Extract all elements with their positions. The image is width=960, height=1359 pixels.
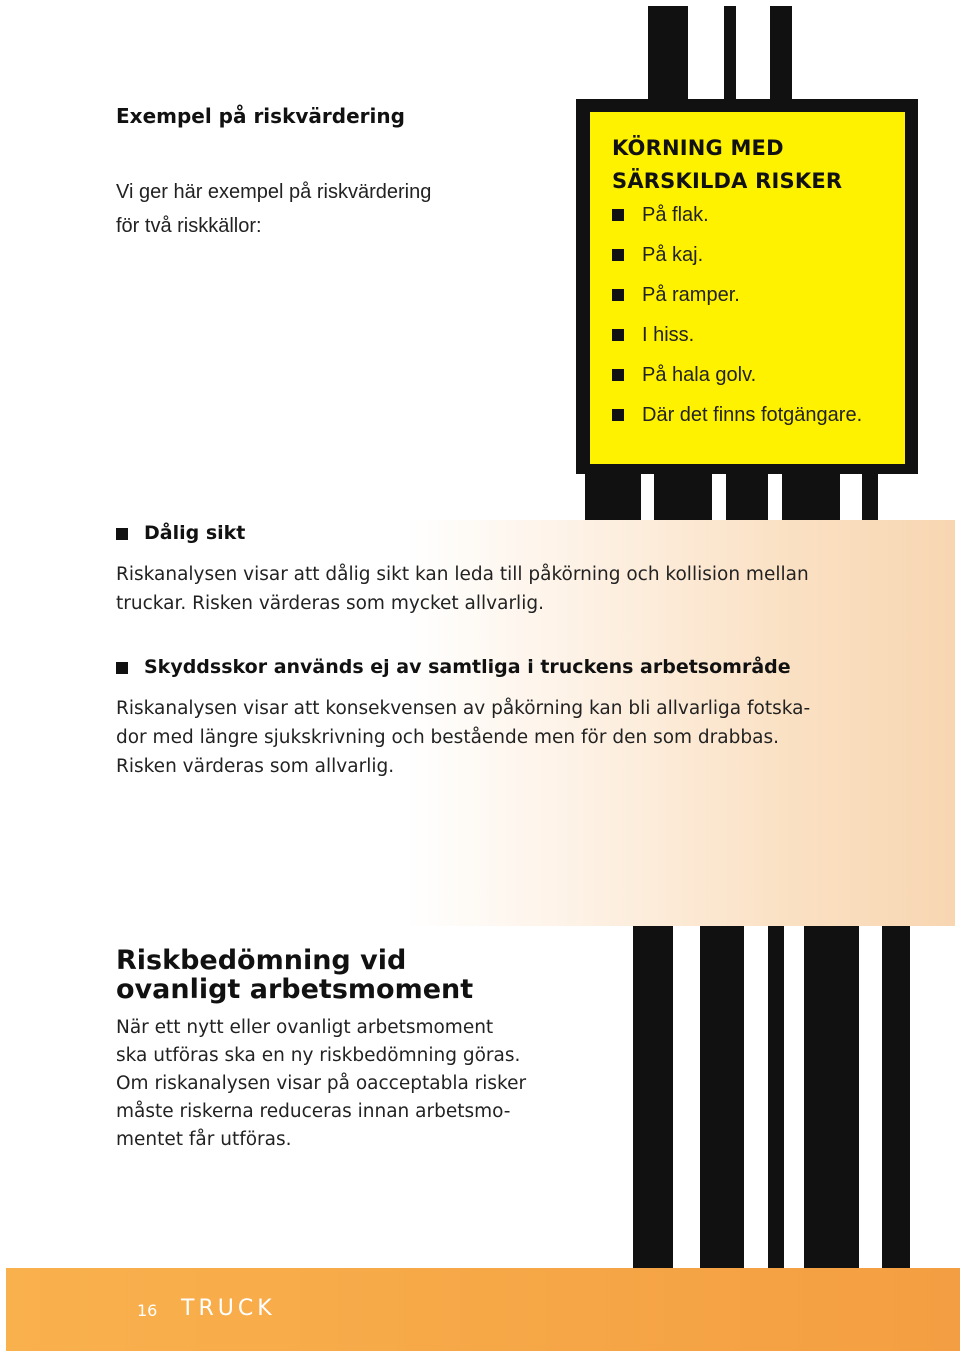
risk2-text: Riskanalysen visar att konsekvensen av påkörning kan bli allvarliga fotska- dor med längre sjukskrivning och bestående men för den som drabbas. Risken värderas som allvarlig. bbox=[116, 698, 811, 777]
square-bullet-icon bbox=[116, 528, 128, 540]
decor-stripe bbox=[700, 926, 744, 1268]
square-bullet-icon bbox=[612, 289, 624, 301]
decor-stripe bbox=[633, 926, 673, 1268]
page-number: 16 bbox=[137, 1301, 158, 1320]
list-item: Där det finns fotgängare. bbox=[612, 404, 862, 444]
risk1-heading: Dålig sikt bbox=[116, 522, 245, 544]
square-bullet-icon bbox=[612, 409, 624, 421]
sidebox-title bbox=[612, 132, 902, 198]
decor-stripe bbox=[724, 6, 736, 106]
footer-title: TRUCK bbox=[181, 1296, 276, 1321]
list-item: På hala golv. bbox=[612, 364, 862, 404]
square-bullet-icon bbox=[116, 662, 128, 674]
decor-stripe bbox=[882, 926, 910, 1268]
square-bullet-icon bbox=[612, 369, 624, 381]
risk1-text: Riskanalysen visar att dålig sikt kan leda till påkörning och kollision mellan truckar. Risken värderas som mycket allvarlig. bbox=[116, 564, 809, 614]
list-item: I hiss. bbox=[612, 324, 862, 364]
sidebox-list bbox=[612, 204, 862, 444]
decor-stripe bbox=[585, 470, 641, 522]
section-text: När ett nytt eller ovanligt arbetsmoment ska utföras ska en ny riskbedömning göras. Om riskanalysen visar på oacceptabla risker måste riskerna reduceras innan arbetsmo- mentet får utföras. bbox=[116, 1017, 527, 1150]
section-heading: Riskbedömning vid ovanligt arbetsmoment bbox=[116, 945, 474, 1005]
decor-stripe bbox=[768, 926, 784, 1268]
decor-stripe bbox=[654, 470, 712, 522]
list-item: På flak. bbox=[612, 204, 862, 244]
decor-stripe bbox=[862, 470, 878, 522]
sidebox-title-line2: SÄRSKILDA RISKER bbox=[612, 169, 843, 193]
decor-stripe bbox=[804, 926, 859, 1268]
square-bullet-icon bbox=[612, 249, 624, 261]
intro-heading: Exempel på riskvärdering bbox=[116, 104, 405, 128]
decor-stripe bbox=[782, 470, 840, 522]
list-item: På kaj. bbox=[612, 244, 862, 284]
sidebox-title-line1: KÖRNING MED bbox=[612, 136, 784, 160]
square-bullet-icon bbox=[612, 329, 624, 341]
decor-stripe bbox=[770, 6, 792, 106]
risk2-heading: Skyddsskor används ej av samtliga i truckens arbetsområde bbox=[116, 656, 791, 678]
intro-text: Vi ger här exempel på riskvärdering för två riskkällor: bbox=[116, 181, 432, 237]
square-bullet-icon bbox=[612, 209, 624, 221]
decor-stripe bbox=[726, 470, 768, 522]
decor-stripe bbox=[648, 6, 688, 106]
list-item: På ramper. bbox=[612, 284, 862, 324]
